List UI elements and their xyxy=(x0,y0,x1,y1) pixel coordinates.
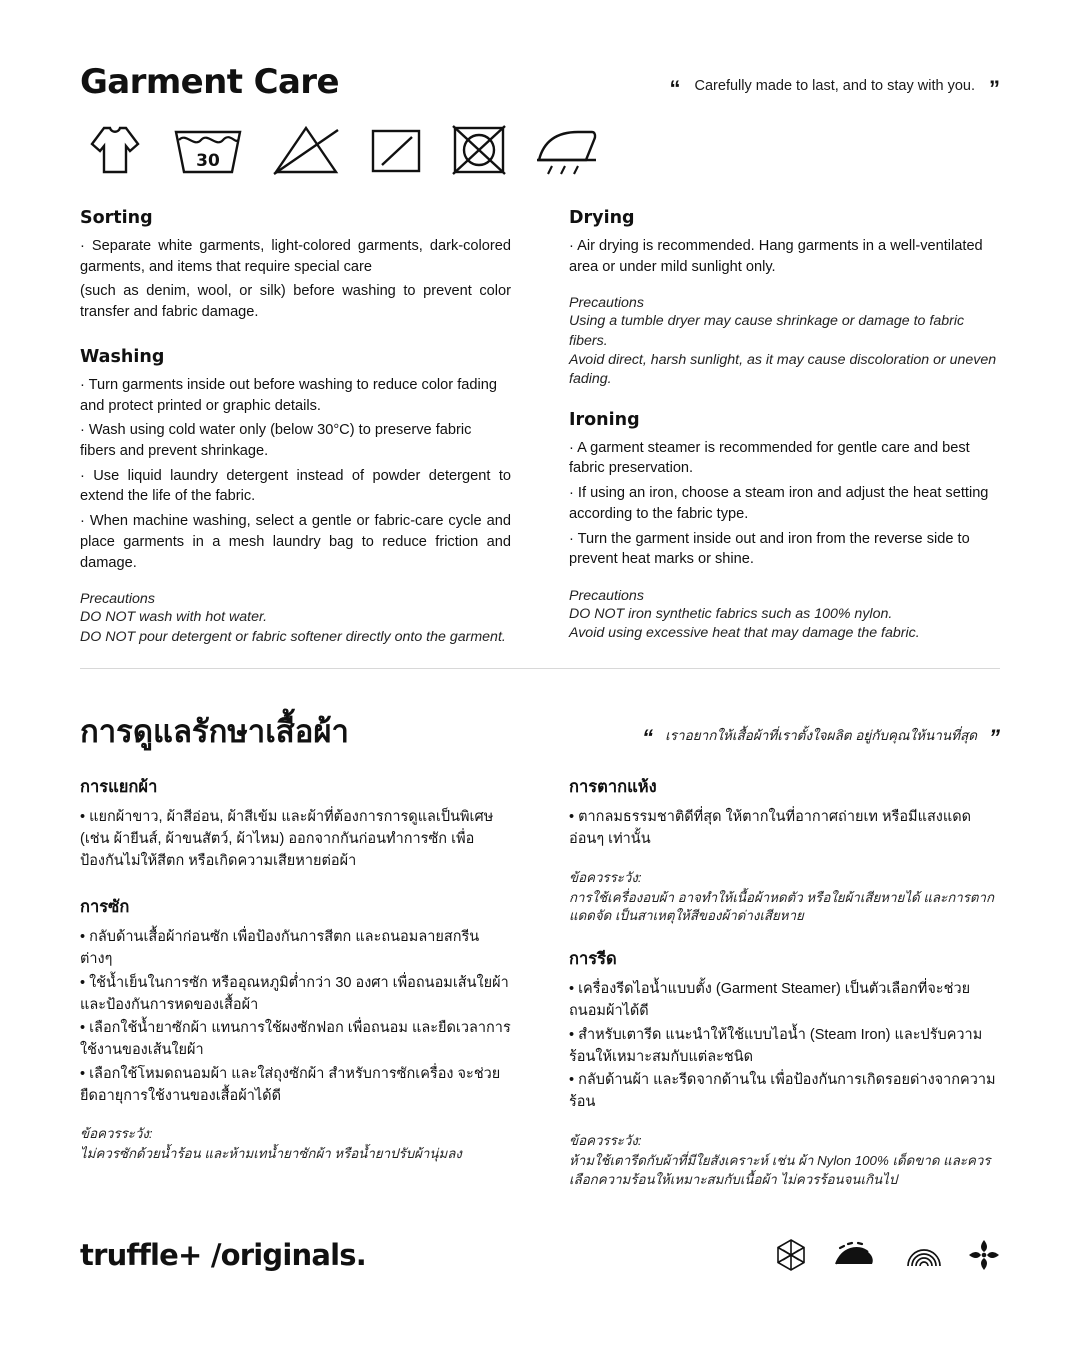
thai-washing-precaution-1: ไม่ควรซักด้วยน้ำร้อน และห้ามเทน้ำยาซักผ้า หรือน้ำยาปรับผ้านุ่มลง xyxy=(80,1146,462,1162)
line-dry-icon xyxy=(368,122,424,178)
english-tagline xyxy=(669,75,1000,101)
seigaiha-wave-icon xyxy=(906,1240,942,1270)
thai-section-heading-drying: การตากแห้ง xyxy=(569,777,657,796)
thai-drying-precaution-1: การใช้เครื่องอบผ้า อาจทำให้เนื้อผ้าหดตัว หรือใยผ้าเสียหายได้ และการตากแดดจัด เป็นสาเหตุให้สีของผ้าด่างเสียหาย xyxy=(569,889,995,924)
thai-washing-paragraph-3: • เลือกใช้น้ำยาซักผ้า แทนการใช้ผงซักฟอก เพื่อถนอม และยืดเวลาการใช้งานของเส้นใยผ้า xyxy=(80,1020,511,1058)
footer xyxy=(80,1238,1000,1272)
thai-washing-paragraph-2: • ใช้น้ำเย็นในการซัก หรืออุณหภูมิต่ำกว่า 30 องศา เพื่อถนอมเส้นใยผ้า และป้องกันการหดของเสื้อผ้า xyxy=(80,974,509,1013)
washing-precautions-label: Precautions xyxy=(80,591,155,608)
thai-tagline-text: เราอยากให้เสื้อผ้าที่เราตั้งใจผลิต อยู่กับคุณให้นานที่สุด xyxy=(665,728,977,743)
thai-page-title: การดูแลรักษาเสื้อผ้า xyxy=(80,714,349,750)
english-right-column xyxy=(569,208,1000,647)
thai-sorting-paragraph-1: • แยกผ้าขาว, ผ้าสีอ่อน, ผ้าสีเข้ม และผ้าที่ต้องการการดูแลเป็นพิเศษ (เช่น ผ้ายีนส์, ผ้าขนสัตว์, ผ้าไหม) ออกจากกันก่อนทำการซัก เพื่อป้องกันไม่ให้สีตก หรือเกิดความเสียหายต่อผ้า xyxy=(80,809,494,869)
washing-paragraph-2: · Wash using cold water only (below 30°C) to preserve fabric fibers and prevent shrinkage. xyxy=(80,422,472,460)
quote-open-icon: “ xyxy=(669,76,681,101)
thai-ironing-paragraph-3: • กลับด้านผ้า และรีดจากด้านใน เพื่อป้องกันการเกิดรอยด่างจากความร้อน xyxy=(569,1072,996,1110)
ironing-precautions-label: Precautions xyxy=(569,588,644,604)
do-not-tumble-dry-icon xyxy=(450,122,508,178)
steam-iron-icon xyxy=(534,122,600,178)
wave-crest-icon xyxy=(834,1240,880,1270)
thai-ironing-paragraph-1: • เครื่องรีดไอน้ำแบบตั้ง (Garment Steamer) เป็นตัวเลือกที่จะช่วยถนอมผ้าได้ดี xyxy=(569,981,971,1019)
thai-left-column xyxy=(80,774,511,1190)
sorting-paragraph-2: (such as denim, wool, or silk) before washing to prevent color transfer and fabric damage. xyxy=(80,283,511,321)
thai-section-heading-washing: การซัก xyxy=(80,897,130,917)
ironing-paragraph-1: · A garment steamer is recommended for gentle care and best fabric preservation. xyxy=(569,439,970,477)
drying-paragraph-1: · Air drying is recommended. Hang garments in a well-ventilated area or under mild sunlight only. xyxy=(569,238,983,275)
ironing-precaution-1: DO NOT iron synthetic fabrics such as 100% nylon. xyxy=(569,606,893,622)
washing-precaution-2: DO NOT pour detergent or fabric softener directly onto the garment. xyxy=(80,628,506,645)
quote-close-icon-thai: ” xyxy=(989,725,1000,750)
english-tagline-text: Carefully made to last, and to stay with you. xyxy=(694,78,975,94)
section-heading-drying: Drying xyxy=(569,208,635,228)
machine-wash-30-icon xyxy=(172,122,244,178)
floral-clover-icon xyxy=(968,1239,1000,1271)
footer-icon-row xyxy=(774,1238,1000,1272)
washing-paragraph-4: · When machine washing, select a gentle or fabric-care cycle and place garments in a mesh laundry bag to reduce friction and damage. xyxy=(80,513,511,571)
thai-washing-paragraph-4: • เลือกใช้โหมดถนอมผ้า และใส่ถุงซักผ้า สำหรับการซักเครื่อง จะช่วยยืดอายุการใช้งานของเสื้อผ้าได้ดี xyxy=(80,1065,501,1104)
washing-paragraph-1: · Turn garments inside out before washing to reduce color fading and protect printed or graphic details. xyxy=(80,376,497,414)
english-left-column xyxy=(80,208,511,647)
section-divider xyxy=(80,668,1000,669)
thai-washing-paragraph-1: • กลับด้านเสื้อผ้าก่อนซัก เพื่อป้องกันการสีตก และถนอมลายสกรีนต่างๆ xyxy=(80,929,480,967)
do-not-bleach-icon xyxy=(270,122,342,178)
section-heading-sorting: Sorting xyxy=(80,208,153,228)
care-symbol-row xyxy=(84,122,600,178)
drying-precautions-label: Precautions xyxy=(569,295,644,312)
thai-tagline xyxy=(642,724,1000,750)
asanoha-pattern-icon xyxy=(774,1238,808,1272)
thai-washing-precautions-label: ข้อควรระวัง: xyxy=(80,1126,153,1142)
quote-open-icon-thai: “ xyxy=(642,725,654,750)
thai-drying-precautions-label: ข้อควรระวัง: xyxy=(569,869,642,885)
thai-ironing-precautions-label: ข้อควรระวัง: xyxy=(569,1132,642,1148)
section-heading-ironing: Ironing xyxy=(569,409,640,430)
ironing-precaution-2: Avoid using excessive heat that may damage the fabric. xyxy=(569,625,920,642)
thai-header xyxy=(80,706,1000,756)
washing-precaution-1: DO NOT wash with hot water. xyxy=(80,609,268,626)
thai-section-heading-ironing: การรีด xyxy=(569,949,617,969)
thai-section-heading-sorting: การแยกผ้า xyxy=(80,777,158,796)
svg-text:30: 30 xyxy=(196,151,220,171)
page-title: Garment Care xyxy=(80,62,339,102)
thai-ironing-precaution-1: ห้ามใช้เตารีดกับผ้าที่มีใยสังเคราะห์ เช่น ผ้า Nylon 100% เด็ดขาด และควรเลือกความร้อนให้เหมาะสมกับเนื้อผ้า ไม่ควรร้อนจนเกินไป xyxy=(569,1152,991,1187)
ironing-paragraph-3: · Turn the garment inside out and iron from the reverse side to prevent heat marks or shine. xyxy=(569,530,970,568)
ironing-paragraph-2: · If using an iron, choose a steam iron and adjust the heat setting according to the fabric type. xyxy=(569,485,989,522)
thai-right-column xyxy=(569,774,1000,1190)
section-heading-washing: Washing xyxy=(80,346,165,367)
drying-precaution-1: Using a tumble dryer may cause shrinkage or damage to fabric fibers. xyxy=(569,313,965,349)
thai-content xyxy=(80,774,1000,1190)
sorting-paragraph-1: · Separate white garments, light-colored garments, dark-colored garments, and items that require special care xyxy=(80,238,511,275)
drying-precaution-2: Avoid direct, harsh sunlight, as it may cause discoloration or uneven fading. xyxy=(569,352,997,388)
hand-wash-tshirt-icon xyxy=(84,122,146,178)
thai-drying-paragraph-1: • ตากลมธรรมชาติดีที่สุด ให้ตากในที่อากาศถ่ายเท หรือมีแสงแดดอ่อนๆ เท่านั้น xyxy=(569,809,972,847)
english-header xyxy=(80,62,1000,102)
brand-logo: truffle+ /originals. xyxy=(80,1238,366,1272)
quote-close-icon: ” xyxy=(989,76,1000,101)
thai-ironing-paragraph-2: • สำหรับเตารีด แนะนำให้ใช้แบบไอน้ำ (Steam Iron) และปรับความร้อนให้เหมาะสมกับแต่ละชนิด xyxy=(569,1026,983,1065)
washing-paragraph-3: · Use liquid laundry detergent instead of powder detergent to extend the life of the fabric. xyxy=(80,467,511,505)
english-content xyxy=(80,208,1000,647)
